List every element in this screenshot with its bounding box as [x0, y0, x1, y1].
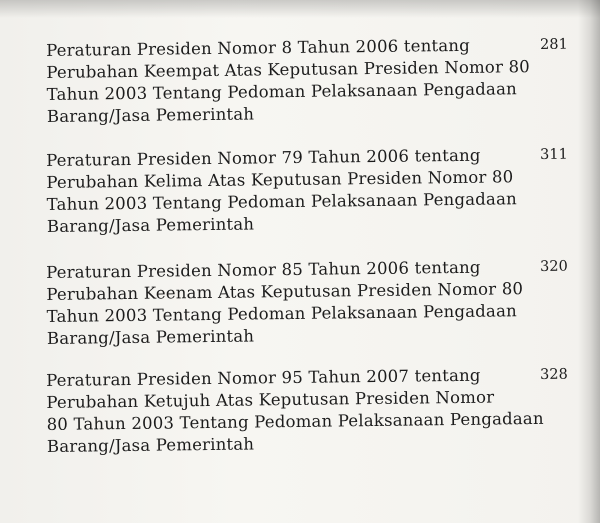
entry-line: Perubahan Keenam Atas Keputusan Presiden Nomor 80 — [46, 279, 524, 304]
entry-line: Peraturan Presiden Nomor 85 Tahun 2006 tentang — [46, 257, 481, 282]
entry-line: Peraturan Presiden Nomor 95 Tahun 2007 tentang — [46, 365, 481, 390]
page-spine-shadow — [578, 0, 600, 523]
page-number: 320 — [539, 258, 568, 275]
page-number: 281 — [539, 36, 568, 53]
entry-line: Peraturan Presiden Nomor 8 Tahun 2006 tentang — [46, 35, 471, 60]
entry-line: Peraturan Presiden Nomor 79 Tahun 2006 tentang — [46, 145, 481, 170]
entry-line: Perubahan Ketujuh Atas Keputusan Presiden Nomor — [46, 387, 495, 412]
page-number: 328 — [539, 366, 568, 383]
entry-line: Tahun 2003 Tentang Pedoman Pelaksanaan Pengadaan — [46, 301, 517, 326]
toc-entry — [46, 256, 568, 350]
toc-entry — [46, 364, 568, 458]
entry-line: Perubahan Kelima Atas Keputusan Presiden Nomor 80 — [46, 167, 514, 192]
entry-line: Barang/Jasa Pemerintah — [46, 214, 255, 236]
toc-entry — [46, 144, 568, 238]
page-top-shadow — [0, 0, 600, 18]
entry-line: Tahun 2003 Tentang Pedoman Pelaksanaan Pengadaan — [46, 189, 517, 214]
entry-line: Barang/Jasa Pemerintah — [46, 434, 255, 456]
page-number: 311 — [539, 146, 568, 163]
entry-line: 80 Tahun 2003 Tentang Pedoman Pelaksanaan Pengadaan — [46, 408, 544, 434]
entry-line: Barang/Jasa Pemerintah — [46, 326, 255, 348]
entry-line: Barang/Jasa Pemerintah — [46, 104, 255, 126]
entry-line: Perubahan Keempat Atas Keputusan Presiden Nomor 80 — [46, 57, 531, 82]
entry-line: Tahun 2003 Tentang Pedoman Pelaksanaan Pengadaan — [46, 79, 517, 104]
toc-entry — [46, 34, 568, 128]
